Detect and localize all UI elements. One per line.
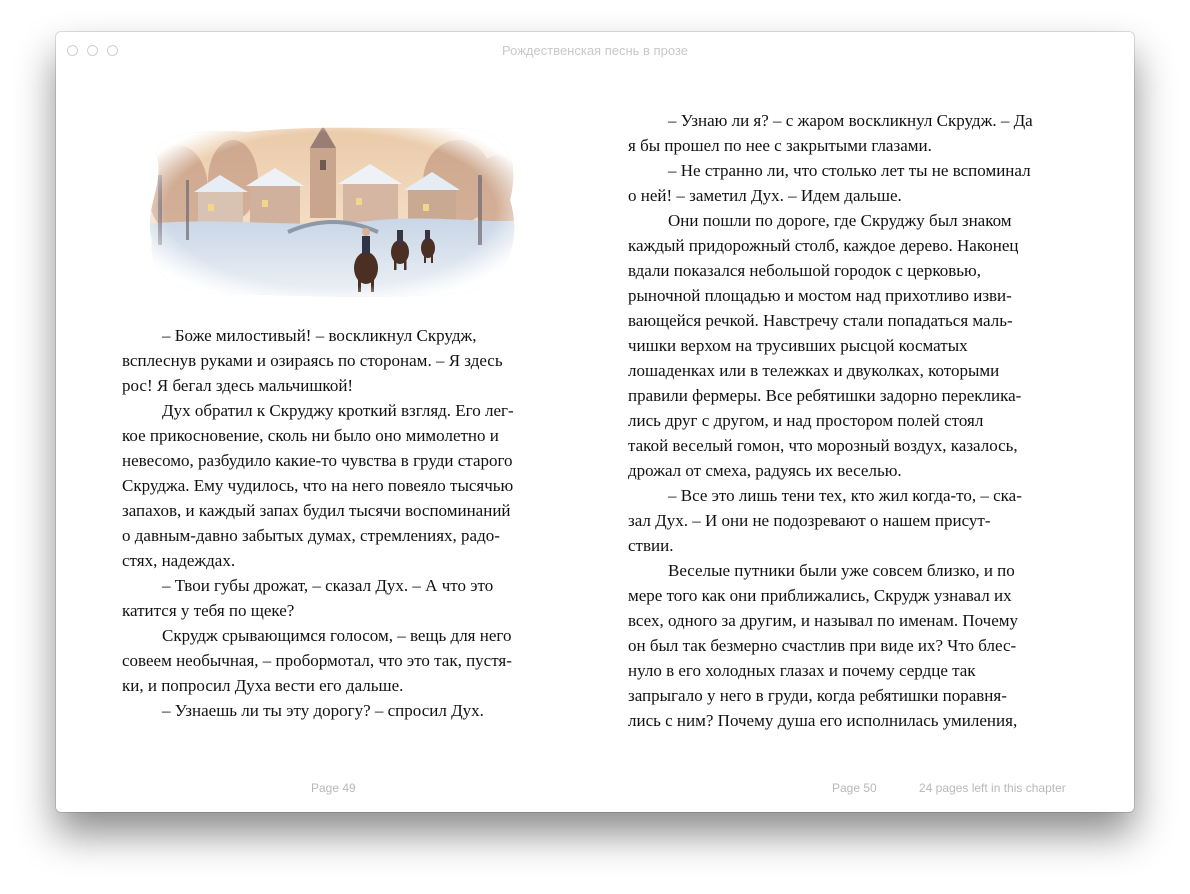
right-page-text bbox=[628, 108, 1078, 733]
paragraph: – Твои губы дрожат, – сказал Дух. – А что это катится у тебя по щеке? bbox=[122, 576, 494, 620]
window-title: Рождественская песнь в прозе bbox=[502, 43, 688, 58]
book-window bbox=[56, 32, 1134, 812]
paragraph: Веселые путники были уже совсем близко, и по мере того как они приближались, Скрудж узнавал их всех, одного за другим, и называл по именам. Почему он был так безмерно счастлив при виде их? Что блес- нуло в его холодных глазах и почему сердце так запрыгало у него в груди, когда ребятишки поравня- лись с ним? Почему душа его исполнилась умиления, bbox=[628, 561, 1019, 730]
paragraph: Скрудж срывающимся голосом, – вещь для него совеем необычная, – пробормотал, что это так, пустя- ки, и попросил Духа вести его дальше. bbox=[122, 626, 512, 695]
paragraph: Дух обратил к Скруджу кроткий взгляд. Его лег- кое прикосновение, сколь ни было оно мимолетно и невесомо, разбудило какие-то чувства в груди старого Скруджа. Ему чудилось, что на него повеяло тысячью запахов, и каждый запах будил тысячи воспоминаний о давным-давно забытых думах, стремлениях, радо- стях, надеждах. bbox=[122, 401, 514, 570]
paragraph: – Не странно ли, что столько лет ты не вспоминал о ней! – заметил Дух. – Идем дальше. bbox=[628, 161, 1031, 205]
titlebar bbox=[56, 32, 1134, 70]
left-page-number: Page 49 bbox=[311, 781, 356, 795]
paragraph: – Узнаешь ли ты эту дорогу? – спросил Дух. bbox=[162, 701, 484, 720]
paragraph: – Боже милостивый! – воскликнул Скрудж, всплеснув руками и озираясь по сторонам. – Я здесь рос! Я бегал здесь мальчишкой! bbox=[122, 326, 503, 395]
pages-left-indicator: 24 pages left in this chapter bbox=[919, 781, 1066, 795]
paragraph: Они пошли по дороге, где Скруджу был знаком каждый придорожный столб, каждое дерево. Наконец вдали показался небольшой городок с церковью, рыночной площадью и мостом над прихотливо изви- вающейся речкой. Навстречу стали попадаться маль- чишки верхом на трусивших рысцой косматых лошаденках или в тележках и двуколках, которыми правили фермеры. Все ребятишки задорно переклика- лись друг с другом, и над простором полей стоял такой веселый гомон, что морозный воздух, казалось, дрожал от смеха, радуясь их веселью. bbox=[628, 211, 1022, 480]
winter-village-illustration bbox=[138, 120, 523, 300]
paragraph: – Все это лишь тени тех, кто жил когда-то, – ска- зал Дух. – И они не подозревают о нашем присут- ствии. bbox=[628, 486, 1022, 555]
left-page-text bbox=[122, 323, 562, 723]
right-page-number: Page 50 bbox=[832, 781, 877, 795]
paragraph: – Узнаю ли я? – с жаром воскликнул Скрудж. – Да я бы прошел по нее с закрытыми глазами. bbox=[628, 111, 1033, 155]
